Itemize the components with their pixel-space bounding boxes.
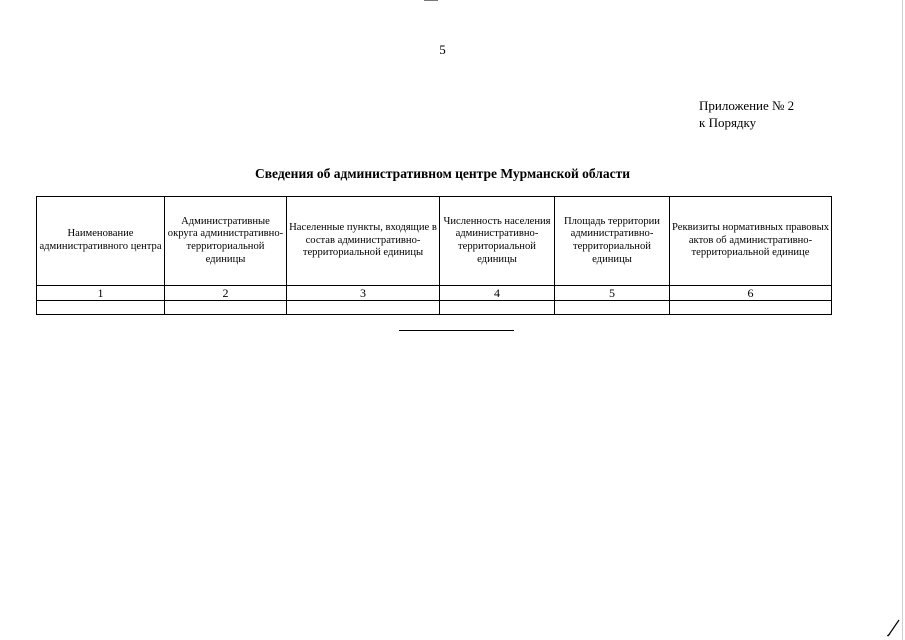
administrative-center-table xyxy=(36,196,832,315)
end-separator-line xyxy=(399,330,514,331)
header-cell: Населенные пункты, входящие в состав административно-территориальной единицы xyxy=(287,197,440,286)
appendix-line-1: Приложение № 2 xyxy=(699,98,795,113)
column-number-cell: 6 xyxy=(670,286,832,301)
appendix-note xyxy=(699,97,794,131)
page-edge-line xyxy=(902,0,903,640)
pen-mark xyxy=(887,617,901,637)
table-cell xyxy=(440,301,555,315)
table-cell xyxy=(670,301,832,315)
column-number-row xyxy=(37,286,832,301)
table-cell xyxy=(555,301,670,315)
header-cell: Реквизиты нормативных правовых актов об административно-территориальной единице xyxy=(670,197,832,286)
column-number-cell: 3 xyxy=(287,286,440,301)
table-header-row xyxy=(37,197,832,286)
page-number: 5 xyxy=(439,42,446,57)
scan-mark-top xyxy=(424,0,438,1)
table-cell xyxy=(165,301,287,315)
table-cell xyxy=(37,301,165,315)
header-cell: Административные округа административно-территориальной единицы xyxy=(165,197,287,286)
header-cell: Площадь территории административно-территориальной единицы xyxy=(555,197,670,286)
table-cell xyxy=(287,301,440,315)
header-cell: Численность населения административно-территориальной единицы xyxy=(440,197,555,286)
header-cell: Наименование административного центра xyxy=(37,197,165,286)
column-number-cell: 2 xyxy=(165,286,287,301)
table-row xyxy=(37,301,832,315)
column-number-cell: 5 xyxy=(555,286,670,301)
appendix-line-2: к Порядку xyxy=(699,115,757,130)
document-title: Сведения об административном центре Мурманской области xyxy=(255,166,630,181)
column-number-cell: 1 xyxy=(37,286,165,301)
column-number-cell: 4 xyxy=(440,286,555,301)
